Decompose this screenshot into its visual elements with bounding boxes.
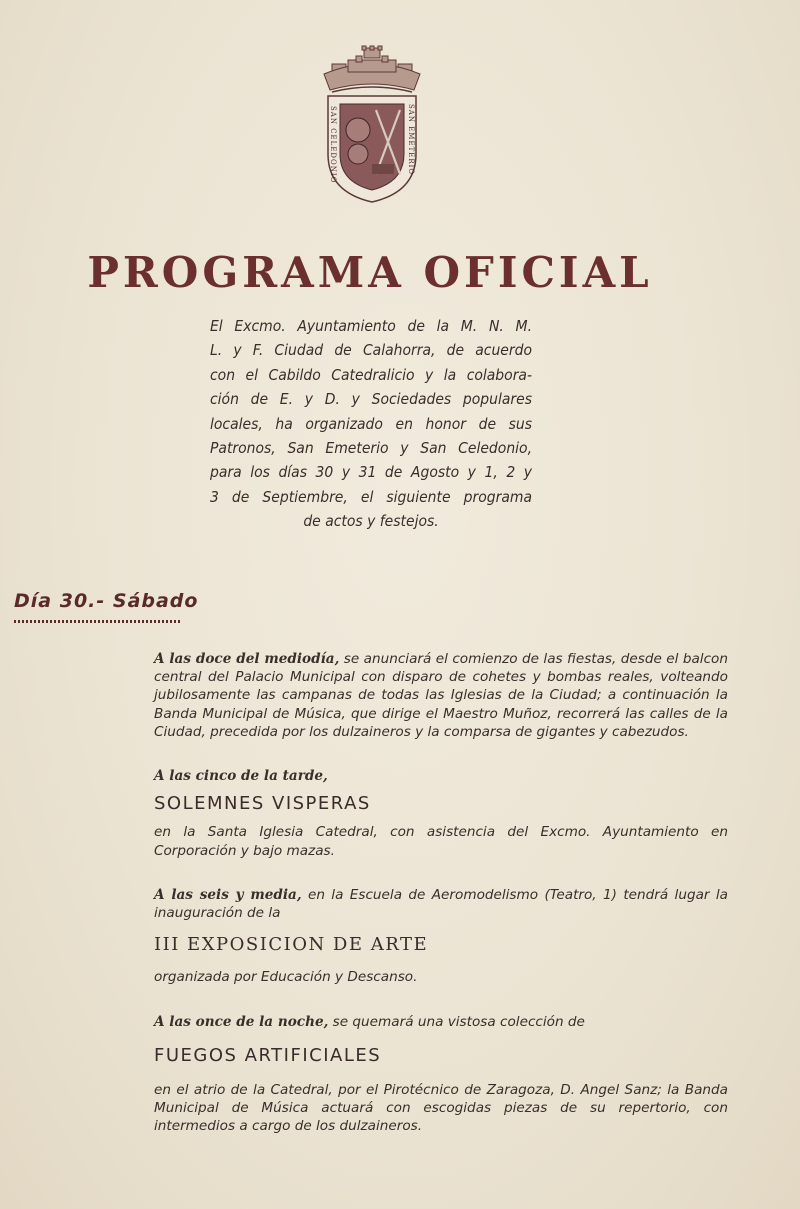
event-text: se anunciará el comienzo de las fiestas, desde el balcon central del Palacio Municipal con disparo de cohetes y bombas reales, volteando jubilosamente las campanas de todas las Iglesias de la Ciudad; a continuación la Banda Municipal de Música, que dirige el Maestro Muñoz, recorrerá las calles de la Ciudad, precedida por los dulzaineros y la comparsa de gigantes y cabezudos. — [154, 651, 728, 740]
day-heading: Día 30.- Sábado — [14, 590, 199, 612]
event-paragraph — [154, 1013, 728, 1031]
event-title: FUEGOS ARTIFICIALES — [154, 1044, 382, 1066]
event-time: A las seis y media, — [154, 886, 302, 903]
intro-line: ción de E. y D. y Sociedades populares — [210, 390, 532, 409]
coat-of-arms-seal — [318, 44, 426, 206]
event-details: en la Santa Iglesia Catedral, con asistencia del Excmo. Ayuntamiento en Corporación y bajo mazas. — [154, 824, 728, 859]
event-details: en el atrio de la Catedral, por el Pirotécnico de Zaragoza, D. Angel Sanz; la Banda Municipal de Música actuará con escogidas piezas de su repertorio, con intermedios a cargo de los dulzaineros. — [154, 1082, 728, 1135]
intro-line: L. y F. Ciudad de Calahorra, de acuerdo — [210, 341, 532, 360]
event-title: SOLEMNES VISPERAS — [154, 793, 371, 815]
event-title: III EXPOSICION DE ARTE — [154, 934, 429, 956]
program-body — [154, 650, 728, 1136]
intro-line: para los días 30 y 31 de Agosto y 1, 2 y — [210, 463, 532, 482]
event-details: organizada por Educación y Descanso. — [154, 969, 418, 986]
intro-line: locales, ha organizado en honor de sus — [210, 414, 532, 433]
event-text: en la Escuela de Aeromodelismo (Teatro, 1) tendrá lugar la inauguración de la — [154, 886, 728, 922]
intro-line: con el Cabildo Catedralicio y la colabora- — [210, 365, 532, 384]
event-paragraph — [154, 886, 728, 922]
event-time: A las doce del mediodía, — [154, 651, 340, 667]
page-title: PROGRAMA OFICIAL — [87, 248, 653, 297]
event-paragraph — [154, 767, 728, 785]
intro-paragraph — [210, 314, 532, 534]
day-heading-underline — [14, 620, 180, 623]
event-paragraph — [154, 650, 728, 741]
event-text: se quemará una vistosa colección de — [328, 1013, 585, 1030]
crest-left-legend: SAN CELEDONIO — [329, 106, 337, 184]
event-time: A las cinco de la tarde, — [154, 768, 328, 785]
intro-line: 3 de Septiembre, el siguiente programa — [210, 487, 532, 506]
intro-line: de actos y festejos. — [303, 512, 439, 531]
crest-right-legend: SAN EMETERIO — [407, 104, 415, 176]
event-time: A las once de la noche, — [154, 1013, 329, 1030]
intro-line: El Excmo. Ayuntamiento de la M. N. M. — [210, 317, 532, 335]
intro-line: Patronos, San Emeterio y San Celedonio, — [210, 439, 532, 458]
